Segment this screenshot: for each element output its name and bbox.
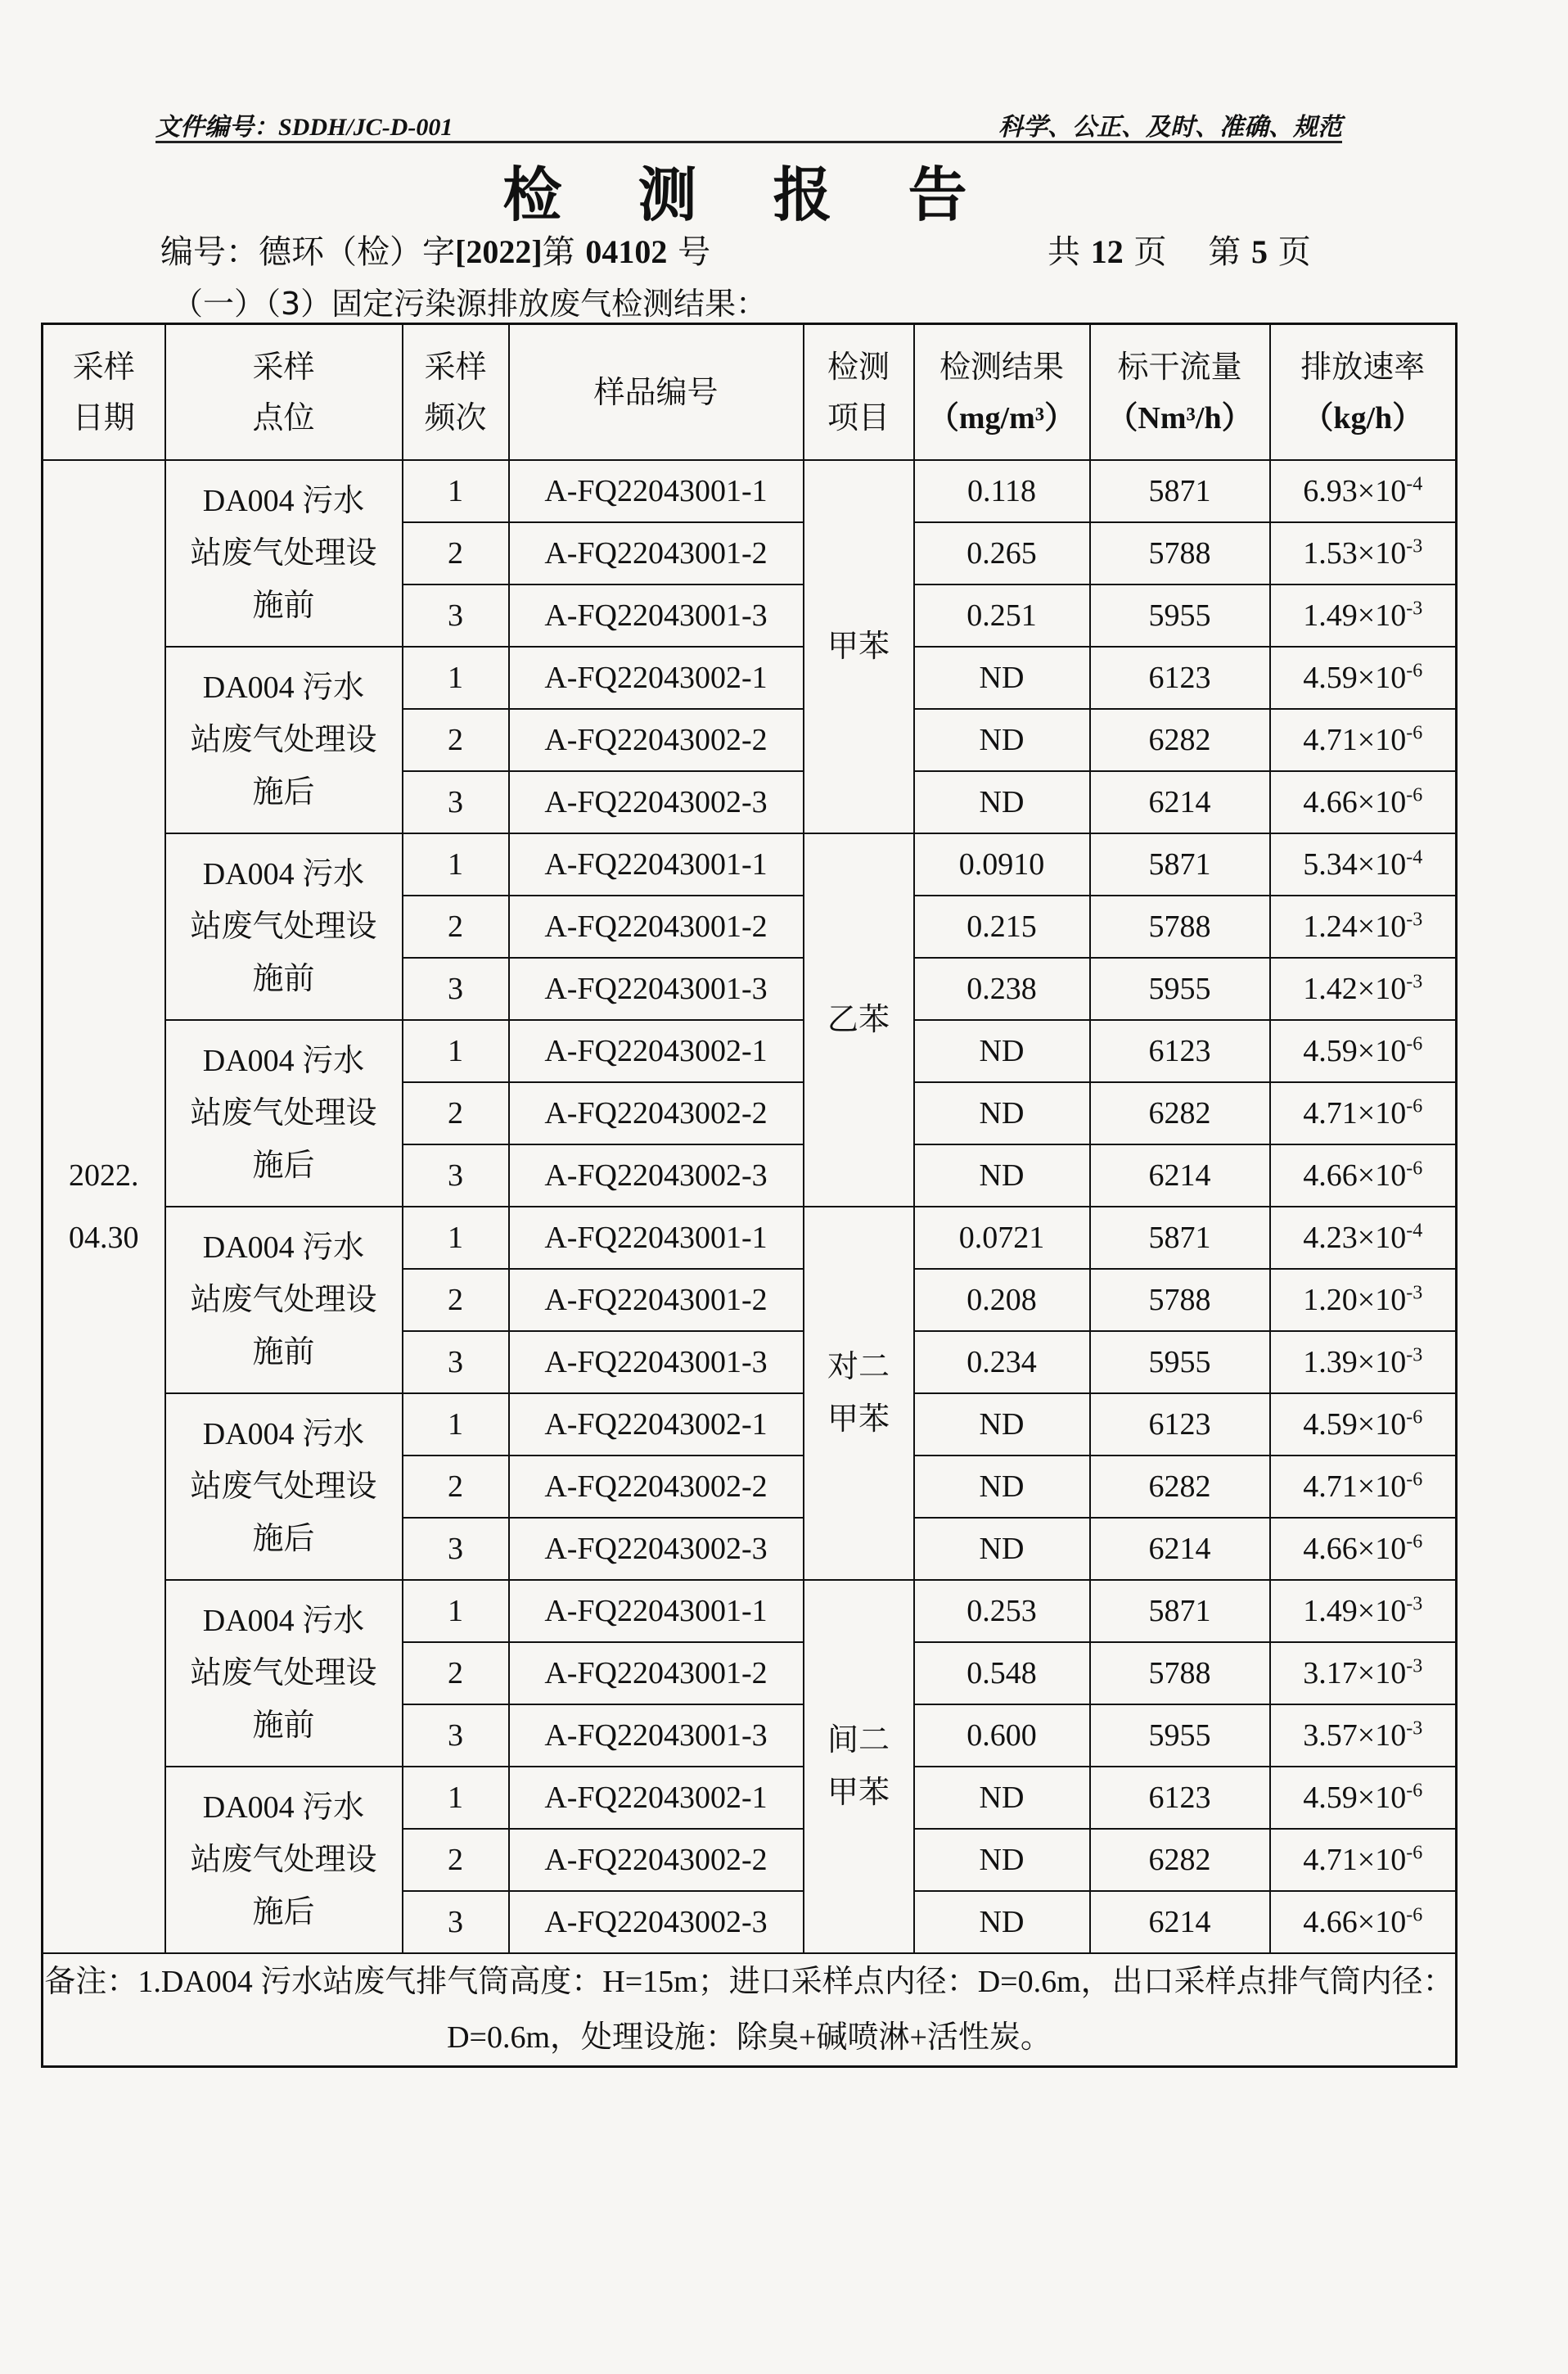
sample-number: A-FQ22043002-2 [509,1082,804,1144]
sampling-frequency: 2 [403,896,509,958]
test-result: 0.265 [914,522,1090,584]
sample-number: A-FQ22043001-2 [509,896,804,958]
sample-number: A-FQ22043002-1 [509,1767,804,1829]
sampling-frequency: 3 [403,1518,509,1580]
flow-rate: 6214 [1090,1891,1270,1953]
sample-number: A-FQ22043001-3 [509,1331,804,1393]
sample-number: A-FQ22043001-1 [509,460,804,522]
test-result: ND [914,771,1090,833]
sampling-frequency: 2 [403,1829,509,1891]
document-number [160,226,710,273]
results-table [41,323,1458,2068]
sampling-location-after: DA004 污水 站废气处理设 施后 [165,1393,403,1580]
test-result: ND [914,1393,1090,1456]
header-sample-number: 样品编号 [509,324,804,461]
emission-rate: $4.66\times 10^{-6}$ [1270,1891,1457,1953]
sampling-frequency: 1 [403,1207,509,1269]
table-row [43,1767,1457,1829]
flow-rate: 5955 [1090,1331,1270,1393]
page-title: 检 测 报 告 [502,160,995,229]
header-test-result: 检测结果 （mg/m³） [914,324,1090,461]
sample-number: A-FQ22043001-3 [509,1704,804,1767]
table-row [43,833,1457,896]
emission-rate: $4.66\times 10^{-6}$ [1270,1518,1457,1580]
current-page: 5 [1251,233,1268,270]
flow-rate: 5955 [1090,584,1270,647]
flow-rate: 6214 [1090,1518,1270,1580]
flow-rate: 5788 [1090,896,1270,958]
test-item: 间二 甲苯 [804,1580,914,1953]
emission-rate: $1.20\times 10^{-3}$ [1270,1269,1457,1331]
sampling-frequency: 2 [403,1456,509,1518]
header-test-item: 检测 项目 [804,324,914,461]
sample-number: A-FQ22043001-2 [509,1269,804,1331]
section-title: （一）（3）固定污染源排放废气检测结果： [172,286,768,322]
total-pages: 12 [1090,233,1124,270]
emission-rate: $1.49\times 10^{-3}$ [1270,1580,1457,1642]
sample-number: A-FQ22043001-3 [509,584,804,647]
current-pre: 第 [1208,233,1241,271]
sampling-frequency: 3 [403,1891,509,1953]
sample-number: A-FQ22043002-2 [509,1829,804,1891]
sampling-frequency: 3 [403,771,509,833]
sample-number: A-FQ22043002-3 [509,1891,804,1953]
test-result: 0.600 [914,1704,1090,1767]
total-post: 页 [1133,233,1167,271]
sampling-frequency: 3 [403,958,509,1020]
remarks-row [43,1953,1457,2067]
table-row [43,1207,1457,1269]
test-result: ND [914,1082,1090,1144]
emission-rate: $1.39\times 10^{-3}$ [1270,1331,1457,1393]
emission-rate: $4.71\times 10^{-6}$ [1270,709,1457,771]
emission-rate: $4.23\times 10^{-4}$ [1270,1207,1457,1269]
doc-no-label: 编号：德环（检）字 [160,233,455,271]
sampling-location-before: DA004 污水 站废气处理设 施前 [165,460,403,647]
test-result: 0.234 [914,1331,1090,1393]
header-sampling-location: 采样 点位 [165,324,403,461]
sampling-location-after: DA004 污水 站废气处理设 施后 [165,647,403,833]
table-row [43,1393,1457,1456]
test-result: ND [914,1020,1090,1082]
flow-rate: 5955 [1090,958,1270,1020]
emission-rate: $1.42\times 10^{-3}$ [1270,958,1457,1020]
test-result: 0.208 [914,1269,1090,1331]
emission-rate: $3.57\times 10^{-3}$ [1270,1704,1457,1767]
sampling-frequency: 3 [403,584,509,647]
emission-rate: $4.66\times 10^{-6}$ [1270,771,1457,833]
emission-rate: $1.53\times 10^{-3}$ [1270,522,1457,584]
flow-rate: 5955 [1090,1704,1270,1767]
emission-rate: $6.93\times 10^{-4}$ [1270,460,1457,522]
sample-number: A-FQ22043002-3 [509,1518,804,1580]
flow-rate: 6123 [1090,647,1270,709]
file-number: 文件编号：SDDH/JC-D-001 [155,114,453,141]
test-result: 0.118 [914,460,1090,522]
motto: 科学、公正、及时、准确、规范 [998,114,1342,141]
doc-no-num: 04102 [585,233,668,270]
flow-rate: 6282 [1090,1456,1270,1518]
flow-rate: 6214 [1090,1144,1270,1207]
sample-number: A-FQ22043001-1 [509,1580,804,1642]
sampling-frequency: 2 [403,1082,509,1144]
test-result: 0.251 [914,584,1090,647]
emission-rate: $4.59\times 10^{-6}$ [1270,647,1457,709]
flow-rate: 6123 [1090,1393,1270,1456]
sample-number: A-FQ22043002-3 [509,771,804,833]
emission-rate: $4.71\times 10^{-6}$ [1270,1829,1457,1891]
test-result: 0.548 [914,1642,1090,1704]
sample-number: A-FQ22043001-2 [509,1642,804,1704]
header-sampling-frequency: 采样 频次 [403,324,509,461]
flow-rate: 6282 [1090,1082,1270,1144]
emission-rate: $5.34\times 10^{-4}$ [1270,833,1457,896]
test-item: 甲苯 [804,460,914,833]
flow-rate: 6282 [1090,1829,1270,1891]
sampling-frequency: 1 [403,833,509,896]
sample-number: A-FQ22043001-1 [509,833,804,896]
flow-rate: 5788 [1090,1642,1270,1704]
sample-number: A-FQ22043002-2 [509,1456,804,1518]
sampling-location-before: DA004 污水 站废气处理设 施前 [165,1580,403,1767]
sample-number: A-FQ22043002-1 [509,1020,804,1082]
sampling-frequency: 1 [403,1580,509,1642]
sample-number: A-FQ22043002-1 [509,647,804,709]
test-result: ND [914,1829,1090,1891]
test-item: 对二 甲苯 [804,1207,914,1580]
test-result: ND [914,1144,1090,1207]
sampling-date: 2022. 04.30 [43,460,165,1953]
flow-rate: 5788 [1090,522,1270,584]
header-flow: 标干流量 （Nm³/h） [1090,324,1270,461]
test-result: 0.0910 [914,833,1090,896]
emission-rate: $1.24\times 10^{-3}$ [1270,896,1457,958]
sampling-frequency: 2 [403,1269,509,1331]
test-result: ND [914,647,1090,709]
doc-no-year: [2022] [455,233,543,270]
flow-rate: 6123 [1090,1020,1270,1082]
table-header-row [43,324,1457,461]
sampling-location-after: DA004 污水 站废气处理设 施后 [165,1767,403,1953]
test-result: ND [914,1891,1090,1953]
flow-rate: 5871 [1090,460,1270,522]
emission-rate: $4.66\times 10^{-6}$ [1270,1144,1457,1207]
sampling-frequency: 2 [403,1642,509,1704]
sampling-frequency: 1 [403,460,509,522]
sampling-frequency: 3 [403,1704,509,1767]
current-post: 页 [1277,233,1311,271]
table-row [43,647,1457,709]
table-row [43,1020,1457,1082]
test-result: 0.215 [914,896,1090,958]
flow-rate: 6214 [1090,771,1270,833]
test-result: ND [914,1456,1090,1518]
emission-rate: $3.17\times 10^{-3}$ [1270,1642,1457,1704]
sample-number: A-FQ22043002-3 [509,1144,804,1207]
sampling-frequency: 1 [403,1020,509,1082]
flow-rate: 5788 [1090,1269,1270,1331]
test-result: 0.0721 [914,1207,1090,1269]
emission-rate: $4.71\times 10^{-6}$ [1270,1456,1457,1518]
sampling-frequency: 2 [403,522,509,584]
flow-rate: 6282 [1090,709,1270,771]
table-body [43,460,1457,1953]
emission-rate: $4.59\times 10^{-6}$ [1270,1393,1457,1456]
emission-rate: $4.71\times 10^{-6}$ [1270,1082,1457,1144]
test-item: 乙苯 [804,833,914,1207]
total-pre: 共 [1048,233,1080,271]
sampling-location-before: DA004 污水 站废气处理设 施前 [165,833,403,1020]
test-result: ND [914,709,1090,771]
header-divider [155,141,1342,143]
emission-rate: $4.59\times 10^{-6}$ [1270,1767,1457,1829]
flow-rate: 5871 [1090,833,1270,896]
doc-no-suffix: 号 [678,233,711,271]
header-emission-rate: 排放速率 （kg/h） [1270,324,1457,461]
flow-rate: 6123 [1090,1767,1270,1829]
flow-rate: 5871 [1090,1207,1270,1269]
page-info [1048,226,1311,273]
header-sampling-date: 采样 日期 [43,324,165,461]
sample-number: A-FQ22043001-2 [509,522,804,584]
test-result: 0.238 [914,958,1090,1020]
sample-number: A-FQ22043001-1 [509,1207,804,1269]
sampling-frequency: 3 [403,1144,509,1207]
test-result: 0.253 [914,1580,1090,1642]
table-row [43,1580,1457,1642]
sampling-location-after: DA004 污水 站废气处理设 施后 [165,1020,403,1207]
emission-rate: $4.59\times 10^{-6}$ [1270,1020,1457,1082]
test-result: ND [914,1767,1090,1829]
flow-rate: 5871 [1090,1580,1270,1642]
sampling-frequency: 3 [403,1331,509,1393]
table-row [43,460,1457,522]
sample-number: A-FQ22043001-3 [509,958,804,1020]
sampling-location-before: DA004 污水 站废气处理设 施前 [165,1207,403,1393]
sampling-frequency: 1 [403,1393,509,1456]
sample-number: A-FQ22043002-1 [509,1393,804,1456]
sampling-frequency: 2 [403,709,509,771]
sample-number: A-FQ22043002-2 [509,709,804,771]
remarks: 备注：1.DA004 污水站废气排气筒高度：H=15m；进口采样点内径：D=0.6m，出口采样点排气筒内径：D=0.6m，处理设施：除臭+碱喷淋+活性炭。 [43,1953,1457,2067]
emission-rate: $1.49\times 10^{-3}$ [1270,584,1457,647]
sampling-frequency: 1 [403,1767,509,1829]
doc-no-mid: 第 [542,233,575,271]
test-result: ND [914,1518,1090,1580]
sampling-frequency: 1 [403,647,509,709]
